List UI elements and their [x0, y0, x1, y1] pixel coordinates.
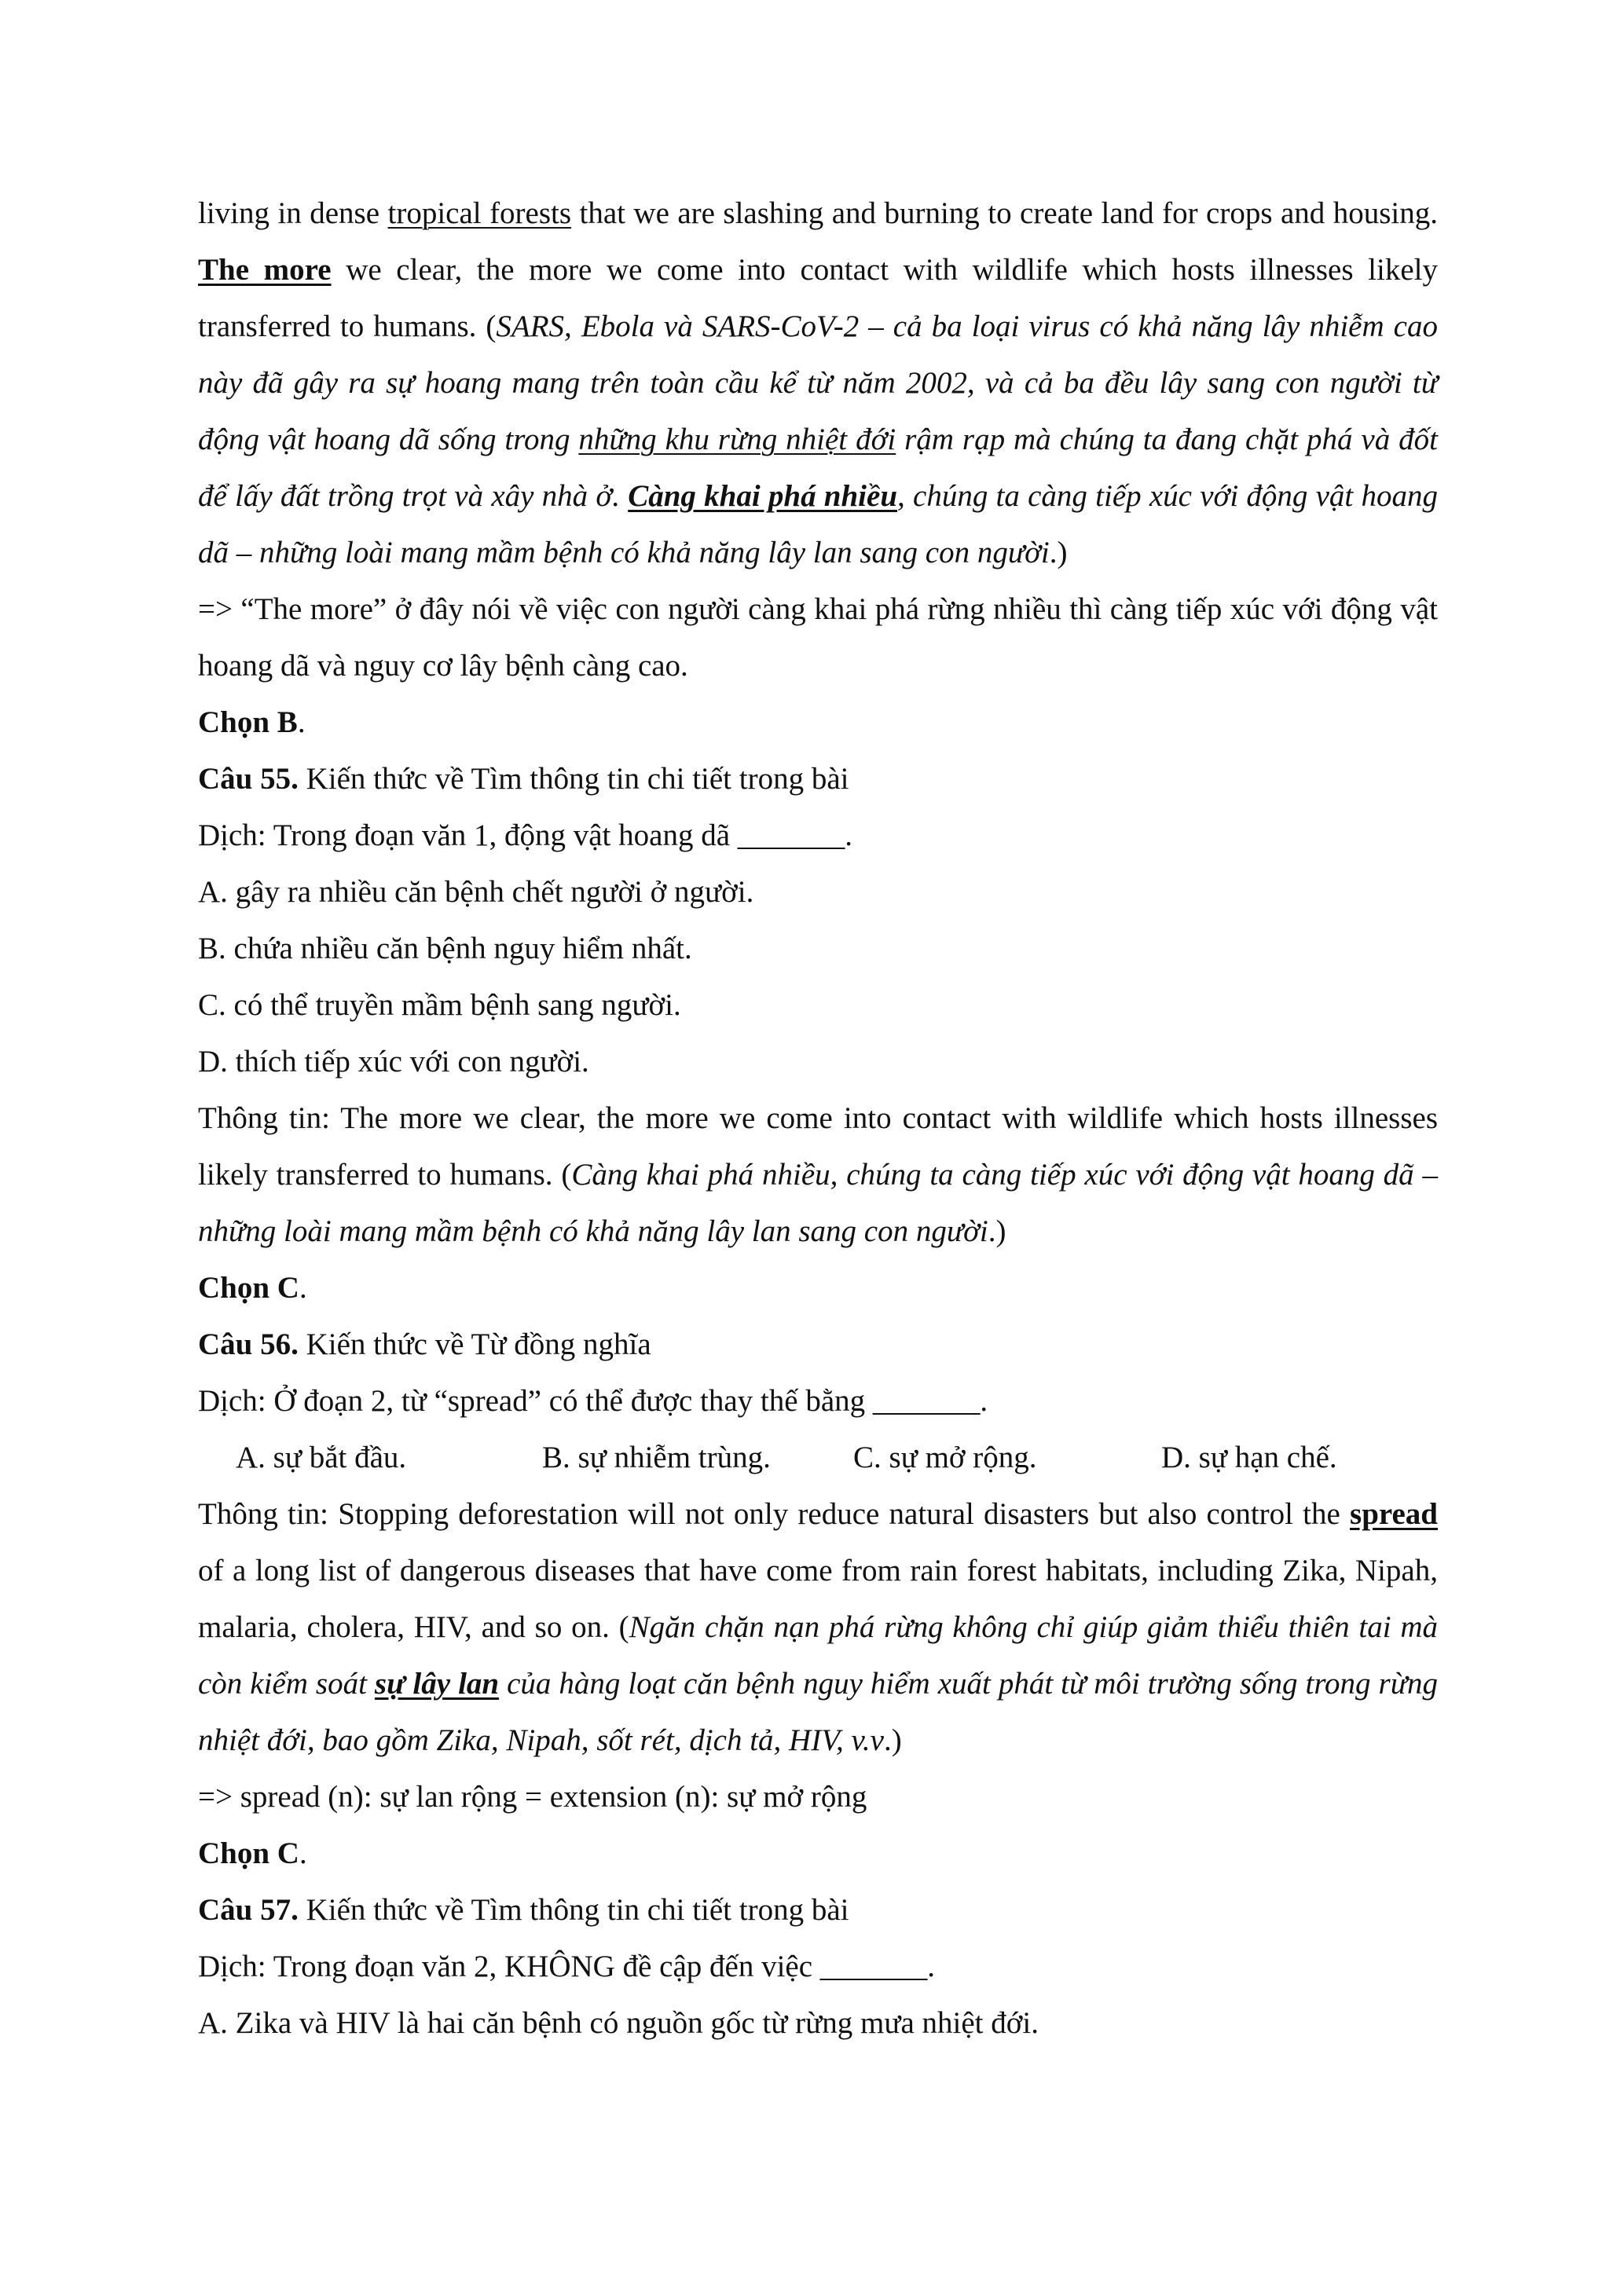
- q56-options-row: [198, 1430, 1438, 1486]
- text-span: của hàng loạt căn bệnh nguy hiểm xuất phát từ môi trường sống trong rừng nhiệt đới, bao gồm Zika, Nipah, sốt rét, dịch tả, HIV, v.v: [198, 1667, 1438, 1757]
- highlighted-phrase: Càng khai phá nhiều: [628, 479, 898, 513]
- q55-heading: [198, 751, 1438, 807]
- text-span: Thông tin: The more we clear, the more we come into contact with wildlife which hosts illnesses likely transferred to humans. (: [198, 1101, 1438, 1192]
- question-topic: Kiến thức về Tìm thông tin chi tiết trong bài: [298, 762, 849, 796]
- question-topic: Kiến thức về Tìm thông tin chi tiết trong bài: [298, 1893, 849, 1927]
- text-span: , chúng ta càng tiếp xúc với động vật hoang dã – những loài mang mầm bệnh có khả năng lây lan sang con người: [198, 479, 1438, 569]
- answer-label: Chọn C: [198, 1271, 299, 1305]
- answer-label: Chọn B: [198, 705, 298, 739]
- q56-option-b: B. sự nhiễm trùng.: [542, 1441, 771, 1474]
- q54-answer: [198, 694, 1438, 751]
- q56-heading: [198, 1316, 1438, 1373]
- q55-option-b: B. chứa nhiều căn bệnh nguy hiểm nhất.: [198, 932, 692, 965]
- q55-option-a: A. gây ra nhiều căn bệnh chết người ở người.: [198, 875, 754, 909]
- q56-info-paragraph: [198, 1486, 1438, 1769]
- question-number: Câu 55.: [198, 762, 299, 796]
- q57-translation: Dịch: Trong đoạn văn 2, KHÔNG đề cập đến việc _______.: [198, 1950, 936, 1983]
- document-page: [198, 185, 1438, 2052]
- answer-label: Chọn C: [198, 1836, 299, 1870]
- q56-option-d: D. sự hạn chế.: [1161, 1441, 1337, 1474]
- q57-heading: [198, 1882, 1438, 1939]
- q57-option-a: A. Zika và HIV là hai căn bệnh có nguồn gốc từ rừng mưa nhiệt đới.: [198, 2006, 1039, 2040]
- highlighted-phrase: sự lây lan: [374, 1667, 500, 1701]
- underlined-phrase: tropical forests: [387, 196, 572, 230]
- underlined-phrase: những khu rừng nhiệt đới: [578, 423, 896, 456]
- text-span: .: [297, 705, 306, 739]
- question-number: Câu 57.: [198, 1893, 299, 1927]
- text-span: we clear, the more we come into contact with wildlife which hosts illnesses likely transferred to humans. (: [198, 253, 1438, 343]
- q54-explanation-paragraph: [198, 185, 1438, 581]
- text-span: that we are slashing and burning to create land for crops and housing.: [571, 196, 1438, 230]
- q56-option-c: C. sự mở rộng.: [853, 1441, 1037, 1474]
- q56-conclusion: => spread (n): sự lan rộng = extension (n): sự mở rộng: [198, 1780, 867, 1814]
- text-span: .: [299, 1271, 307, 1305]
- q56-option-a: A. sự bắt đầu.: [236, 1441, 407, 1474]
- q56-translation: Dịch: Ở đoạn 2, từ “spread” có thể được thay thế bằng _______.: [198, 1384, 988, 1418]
- vietnamese-translation: Càng khai phá nhiều, chúng ta càng tiếp xúc với động vật hoang dã – những loài mang mầm bệnh có khả năng lây lan sang con người: [198, 1158, 1439, 1248]
- text-span: living in dense: [198, 196, 388, 230]
- text-span: SARS, Ebola và SARS-CoV-2 – cả ba loại virus có khả năng lây nhiễm cao này đã gây ra sự hoang mang trên toàn cầu kể từ năm 2002, và cả ba đều lây sang con người từ động vật hoang dã sống trong: [198, 309, 1438, 456]
- q55-translation: Dịch: Trong đoạn văn 1, động vật hoang dã _______.: [198, 818, 853, 852]
- text-span: of a long list of dangerous diseases that have come from rain forest habitats, including Zika, Nipah, malaria, cholera, HIV, and so on. (: [198, 1554, 1438, 1644]
- q55-option-d: D. thích tiếp xúc với con người.: [198, 1045, 589, 1078]
- question-number: Câu 56.: [198, 1327, 299, 1361]
- text-span: Ngăn chặn nạn phá rừng không chỉ giúp giảm thiểu thiên tai mà còn kiểm soát: [198, 1610, 1438, 1701]
- text-span: .): [988, 1214, 1006, 1248]
- highlighted-phrase: spread: [1350, 1497, 1438, 1531]
- vietnamese-translation: [198, 309, 1438, 569]
- text-span: .: [299, 1836, 307, 1870]
- q55-option-c: C. có thể truyền mầm bệnh sang người.: [198, 988, 681, 1022]
- q55-info-paragraph: [198, 1090, 1438, 1260]
- text-span: Thông tin: Stopping deforestation will not only reduce natural disasters but also control the: [198, 1497, 1351, 1531]
- question-topic: Kiến thức về Từ đồng nghĩa: [298, 1327, 651, 1361]
- q54-conclusion: => “The more” ở đây nói về việc con người càng khai phá rừng nhiều thì càng tiếp xúc với động vật hoang dã và nguy cơ lây bệnh càng cao.: [198, 592, 1438, 683]
- text-span: rậm rạp mà chúng ta đang chặt phá và đốt để lấy đất trồng trọt và xây nhà ở.: [198, 423, 1438, 513]
- text-span: .): [1049, 536, 1068, 569]
- highlighted-phrase: The more: [198, 253, 332, 287]
- text-span: .): [883, 1723, 902, 1757]
- q56-answer: [198, 1825, 1438, 1882]
- q55-answer: [198, 1260, 1438, 1316]
